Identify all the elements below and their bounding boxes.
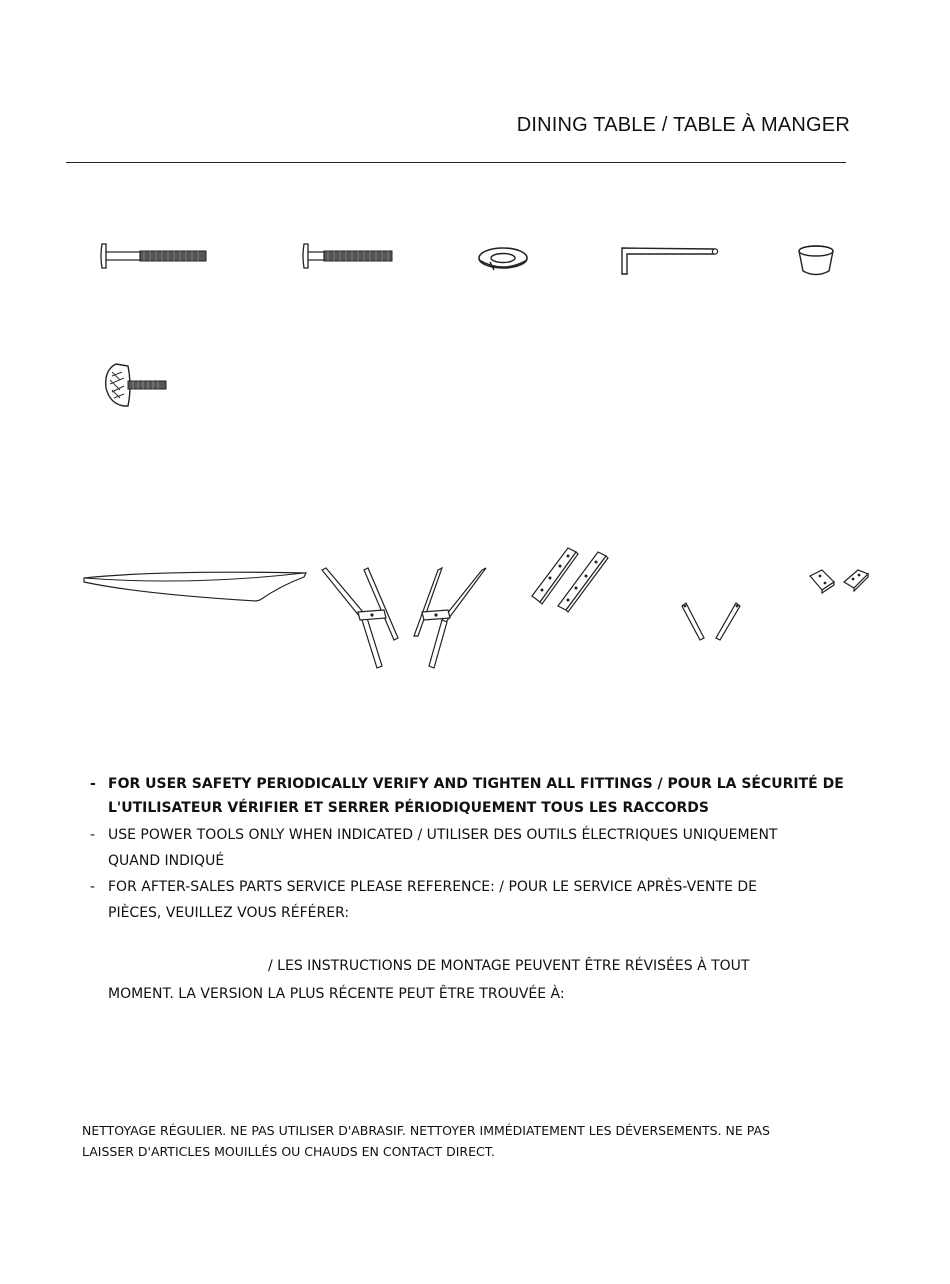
page-title: DINING TABLE / TABLE À MANGER — [516, 114, 850, 136]
note-power-tools — [90, 822, 850, 874]
y-leg-pair-icon — [318, 566, 494, 670]
foot-cap-icon — [794, 242, 840, 278]
mounting-bracket-pair-icon — [528, 544, 612, 614]
short-bolt-icon — [300, 240, 396, 272]
care-text: NETTOYAGE RÉGULIER. NE PAS UTILISER D'ABRASIF. NETTOYER IMMÉDIATEMENT LES DÉVERSEMENTS. NE PAS — [82, 1123, 770, 1138]
note-bullet: - — [90, 827, 96, 843]
safety-notes — [90, 772, 850, 926]
note-text: QUAND INDIQUÉ — [108, 853, 225, 869]
note-text: FOR AFTER-SALES PARTS SERVICE PLEASE REFERENCE: / POUR LE SERVICE APRÈS-VENTE DE — [108, 879, 757, 895]
care-instructions — [82, 1120, 852, 1162]
note-text: USE POWER TOOLS ONLY WHEN INDICATED / UTILISER DES OUTILS ÉLECTRIQUES UNIQUEMENT — [108, 827, 778, 843]
connector-plate-pair-icon — [806, 566, 872, 596]
note-text: L'UTILISATEUR VÉRIFIER ET SERRER PÉRIODIQUEMENT TOUS LES RACCORDS — [108, 800, 710, 816]
brace-pair-icon — [676, 598, 746, 644]
lock-washer-icon — [474, 244, 532, 274]
tabletop-icon — [80, 566, 312, 606]
note-text: PIÈCES, VEUILLEZ VOUS RÉFÉRER: — [108, 905, 350, 921]
leveler-foot-icon — [102, 360, 172, 410]
note-text: / LES INSTRUCTIONS DE MONTAGE PEUVENT ÊTRE RÉVISÉES À TOUT — [268, 958, 750, 974]
note-bullet: - — [90, 879, 96, 895]
note-text: FOR USER SAFETY PERIODICALLY VERIFY AND TIGHTEN ALL FITTINGS / POUR LA SÉCURITÉ DE — [108, 776, 844, 792]
note-text: MOMENT. LA VERSION LA PLUS RÉCENTE PEUT ÊTRE TROUVÉE À: — [108, 986, 565, 1002]
note-bullet: - — [90, 776, 96, 792]
note-after-sales — [90, 874, 850, 926]
long-bolt-icon — [98, 240, 210, 272]
header-divider — [66, 162, 846, 163]
note-tighten-fittings — [90, 772, 850, 820]
allen-key-icon — [616, 244, 722, 278]
revision-note — [108, 952, 848, 1008]
care-text: LAISSER D'ARTICLES MOUILLÉS OU CHAUDS EN CONTACT DIRECT. — [82, 1144, 495, 1159]
